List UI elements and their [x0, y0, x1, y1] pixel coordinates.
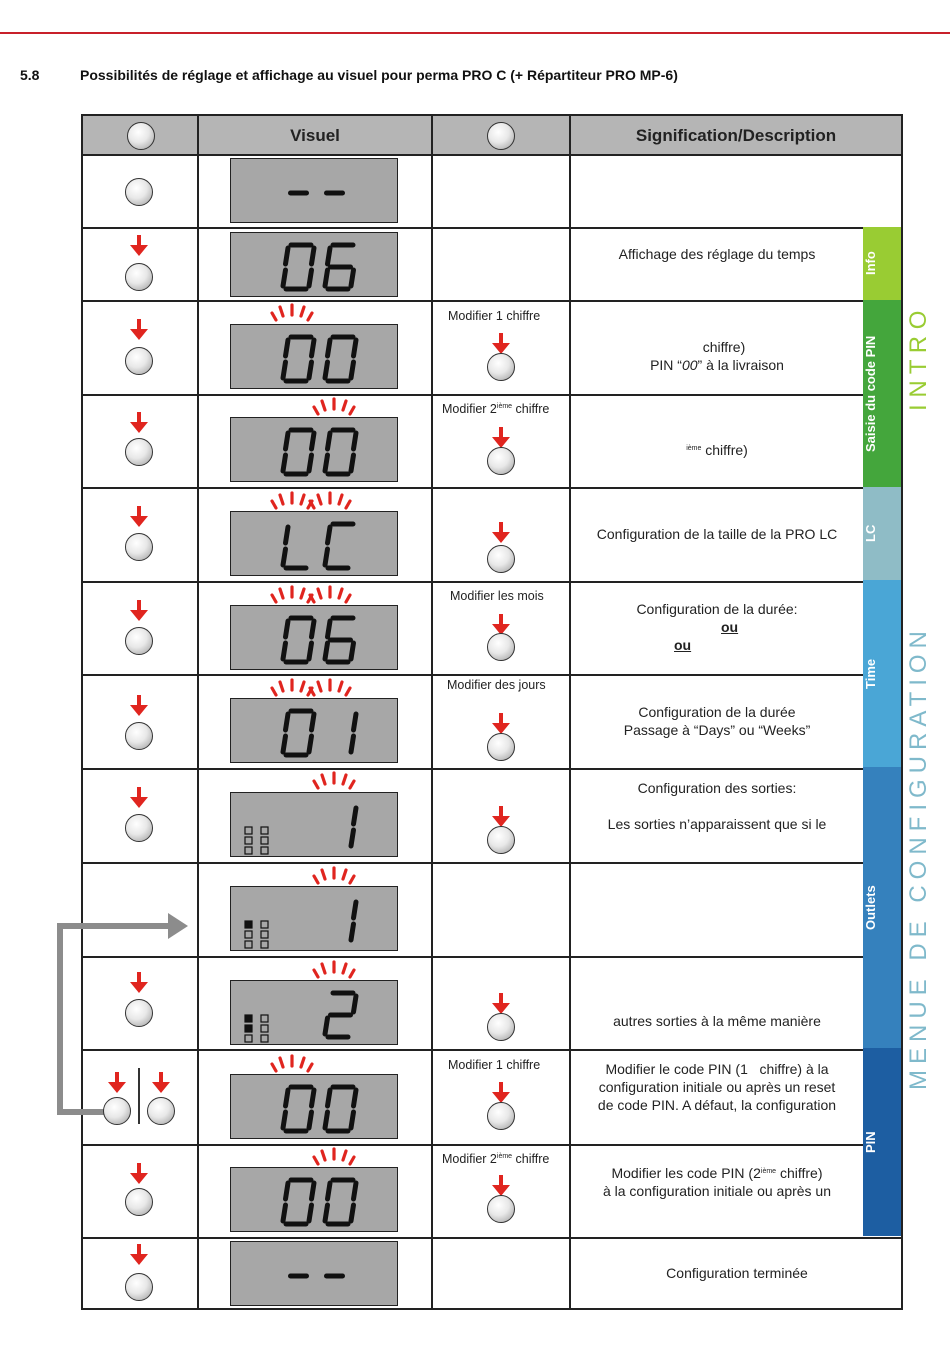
lcd-glyphs	[231, 1168, 399, 1233]
outlet-indicator	[261, 827, 268, 834]
lcd-display	[230, 605, 398, 670]
lcd-segment	[312, 433, 315, 449]
description-text: Configuration de la taille de la PRO LC	[596, 526, 838, 542]
row-divider	[83, 394, 863, 396]
lcd-segment	[354, 714, 357, 730]
outlet-indicator	[261, 1035, 268, 1042]
header-description: Signification/Description	[635, 126, 837, 145]
button-icon	[125, 814, 153, 842]
lcd-display	[230, 698, 398, 763]
lcd-segment	[283, 736, 286, 752]
outlet-indicator	[245, 827, 252, 834]
flash-rays-icon	[312, 865, 356, 887]
description-text: $^{ième}$ chiffre)	[686, 442, 748, 458]
lcd-segment	[286, 1090, 289, 1106]
lcd-segment	[312, 621, 315, 637]
lcd-glyphs	[231, 887, 399, 952]
instruction-text: Modifier 1 chiffre	[448, 309, 541, 323]
row-divider	[83, 581, 901, 583]
column-divider	[197, 116, 199, 1308]
lcd-display	[230, 324, 398, 389]
lcd-segment	[283, 1112, 286, 1128]
flash-rays-icon	[312, 959, 356, 981]
arrow-down-icon	[492, 1082, 510, 1104]
instruction-text: Modifier 2ième chiffre	[442, 402, 550, 416]
button-icon	[487, 545, 515, 573]
lcd-display	[230, 417, 398, 482]
row-divider	[83, 768, 901, 770]
lcd-segment	[328, 433, 331, 449]
intro-side-label: I N T R O	[905, 310, 932, 412]
description-text: Configuration terminée	[666, 1265, 808, 1281]
button-icon	[125, 438, 153, 466]
arrow-down-icon	[152, 1072, 170, 1094]
outlet-indicator	[245, 1025, 252, 1032]
lcd-display	[230, 886, 398, 951]
lcd-segment	[283, 549, 286, 565]
column-divider	[431, 116, 433, 1308]
outlet-indicator	[245, 837, 252, 844]
lcd-segment	[283, 455, 286, 471]
button-icon	[125, 999, 153, 1027]
button-icon	[125, 263, 153, 291]
instruction-text: Modifier 2ième chiffre	[442, 1152, 550, 1166]
lcd-segment	[309, 736, 312, 752]
separator	[138, 1068, 140, 1124]
description-text: autres sorties à la même manière	[613, 1013, 821, 1029]
lcd-segment	[283, 270, 286, 286]
button-icon	[487, 633, 515, 661]
description-text: Modifier le code PIN (1 chiffre) à la configuration initiale ou après un reset de code PIN. A défaut, la configuration	[597, 1061, 837, 1113]
lcd-segment	[309, 455, 312, 471]
lcd-segment	[309, 270, 312, 286]
flash-rays-icon	[312, 1146, 356, 1168]
lcd-segment	[354, 340, 357, 356]
lcd-segment	[312, 1090, 315, 1106]
arrow-down-icon	[130, 506, 148, 528]
lcd-segment	[286, 248, 289, 264]
lcd-glyphs	[231, 981, 399, 1046]
button-icon	[125, 178, 153, 206]
lcd-segment	[286, 340, 289, 356]
description-text: Configuration de la durée Passage à “Days” ou “Weeks”	[623, 704, 811, 738]
header-visual: Visuel	[290, 126, 340, 145]
lcd-glyphs	[231, 233, 399, 298]
outlet-indicator	[261, 847, 268, 854]
lcd-segment	[309, 1112, 312, 1128]
button-icon	[125, 627, 153, 655]
lcd-segment	[351, 270, 354, 286]
lcd-segment	[286, 714, 289, 730]
band-lc-label: LC	[863, 524, 878, 543]
outlet-indicator	[245, 941, 252, 948]
button-icon	[103, 1097, 131, 1125]
outlet-indicator	[245, 1015, 252, 1022]
row-divider	[83, 862, 863, 864]
arrow-down-icon	[130, 412, 148, 434]
flash-rays-icon	[308, 490, 352, 512]
arrow-down-icon	[130, 972, 148, 994]
arrow-down-icon	[108, 1072, 126, 1094]
lcd-segment	[325, 549, 328, 565]
lcd-segment	[286, 527, 289, 543]
lcd-segment	[312, 714, 315, 730]
lcd-segment	[354, 1183, 357, 1199]
header-button-icon	[127, 122, 155, 150]
row-divider	[83, 1144, 863, 1146]
arrow-down-icon	[130, 235, 148, 257]
instruction-text: Modifier 1 chiffre	[448, 1058, 541, 1072]
band-info-label: Info	[863, 251, 878, 276]
lcd-segment	[354, 902, 357, 918]
lcd-glyphs	[231, 159, 399, 224]
description-text: chiffre) PIN “00” à la livraison	[650, 339, 784, 373]
row-divider	[83, 674, 863, 676]
outlet-indicator	[245, 847, 252, 854]
lcd-segment	[286, 433, 289, 449]
description-text: Modifier les code PIN (2ième chiffre) à la configuration initiale ou après un	[602, 1165, 832, 1199]
band-pin-entry-label: Saisie du code PIN	[863, 335, 878, 452]
row-divider	[83, 1237, 901, 1239]
lcd-segment	[325, 1018, 328, 1034]
band-time	[863, 580, 901, 767]
lcd-segment	[286, 621, 289, 637]
outlet-indicator	[261, 1015, 268, 1022]
arrow-down-icon	[130, 695, 148, 717]
description-text: Configuration de la durée: ou ou	[636, 601, 798, 653]
lcd-glyphs	[231, 418, 399, 483]
button-icon	[487, 1013, 515, 1041]
lcd-segment	[328, 621, 331, 637]
button-icon	[487, 1102, 515, 1130]
band-outlets	[863, 767, 901, 1048]
lcd-segment	[354, 1090, 357, 1106]
band-pin-entry	[863, 300, 901, 487]
lcd-segment	[351, 736, 354, 752]
lcd-segment	[354, 433, 357, 449]
outlet-indicator	[261, 837, 268, 844]
outlet-indicator	[261, 941, 268, 948]
lcd-glyphs	[231, 325, 399, 390]
band-lc	[863, 487, 901, 580]
lcd-display	[230, 511, 398, 576]
lcd-glyphs	[231, 1242, 399, 1307]
arrow-down-icon	[492, 713, 510, 735]
row-divider	[83, 300, 863, 302]
lcd-segment	[325, 1205, 328, 1221]
button-icon	[487, 1195, 515, 1223]
band-pin	[863, 1048, 901, 1236]
arrow-down-icon	[130, 600, 148, 622]
lcd-segment	[325, 362, 328, 378]
lcd-segment	[309, 362, 312, 378]
lcd-segment	[328, 1183, 331, 1199]
button-icon	[487, 733, 515, 761]
row-divider	[83, 227, 901, 229]
arrow-down-icon	[492, 1175, 510, 1197]
outlet-indicator	[261, 1025, 268, 1032]
lcd-segment	[328, 248, 331, 264]
lcd-segment	[325, 1112, 328, 1128]
band-info	[863, 227, 901, 300]
outlet-indicator	[261, 921, 268, 928]
flash-rays-icon	[312, 396, 356, 418]
lcd-segment	[328, 1090, 331, 1106]
lcd-segment	[312, 248, 315, 264]
description-text: Configuration des sorties: Les sorties n’apparaissent que si le	[607, 780, 827, 832]
lcd-segment	[351, 830, 354, 846]
lcd-segment	[354, 808, 357, 824]
instruction-text: Modifier les mois	[450, 589, 544, 603]
flash-rays-icon	[308, 677, 352, 699]
lcd-display	[230, 1074, 398, 1139]
instruction-text: Modifier des jours	[447, 678, 546, 692]
button-icon	[125, 1273, 153, 1301]
flash-rays-icon	[312, 770, 356, 792]
band-pin-label: PIN	[863, 1131, 878, 1153]
outlet-indicator	[245, 1035, 252, 1042]
button-icon	[487, 447, 515, 475]
column-divider	[569, 116, 571, 1308]
lcd-glyphs	[231, 793, 399, 858]
button-icon	[487, 353, 515, 381]
outlet-indicator	[245, 921, 252, 928]
arrow-down-icon	[130, 787, 148, 809]
button-icon	[487, 826, 515, 854]
arrow-down-icon	[130, 1163, 148, 1185]
section-number: 5.8	[20, 67, 40, 83]
lcd-display	[230, 158, 398, 223]
outlet-indicator	[261, 931, 268, 938]
lcd-segment	[351, 362, 354, 378]
lcd-segment	[328, 527, 331, 543]
band-time-label: Time	[863, 658, 878, 689]
arrow-down-icon	[130, 1244, 148, 1266]
lcd-segment	[351, 643, 354, 659]
lcd-segment	[283, 643, 286, 659]
lcd-glyphs	[231, 1075, 399, 1140]
lcd-segment	[328, 340, 331, 356]
section-title: Possibilités de réglage et affichage au visuel pour perma PRO C (+ Répartiteur PRO MP-6)	[80, 67, 678, 83]
lcd-segment	[283, 362, 286, 378]
lcd-display	[230, 232, 398, 297]
band-outlets-label: Outlets	[863, 885, 878, 930]
flash-rays-icon	[270, 302, 314, 324]
lcd-display	[230, 1167, 398, 1232]
lcd-segment	[309, 1205, 312, 1221]
button-icon	[147, 1097, 175, 1125]
lcd-segment	[283, 1205, 286, 1221]
lcd-glyphs	[231, 512, 399, 577]
button-icon	[125, 722, 153, 750]
lcd-segment	[351, 1205, 354, 1221]
lcd-segment	[351, 1112, 354, 1128]
outlet-indicator	[245, 931, 252, 938]
arrow-down-icon	[492, 522, 510, 544]
button-icon	[125, 347, 153, 375]
lcd-segment	[325, 455, 328, 471]
arrow-down-icon	[492, 333, 510, 355]
lcd-segment	[354, 996, 357, 1012]
row-divider	[83, 487, 901, 489]
lcd-segment	[325, 270, 328, 286]
menu-side-label: MENUE DE CONFIGURATION	[905, 625, 932, 1091]
lcd-glyphs	[231, 699, 399, 764]
row-divider	[83, 1049, 901, 1051]
lcd-display	[230, 792, 398, 857]
lcd-glyphs	[231, 606, 399, 671]
arrow-down-icon	[492, 427, 510, 449]
lcd-segment	[309, 643, 312, 659]
lcd-segment	[286, 1183, 289, 1199]
header-rule	[0, 32, 950, 34]
lcd-segment	[312, 340, 315, 356]
row-divider	[83, 956, 863, 958]
lcd-segment	[325, 643, 328, 659]
button-icon	[125, 533, 153, 561]
lcd-segment	[351, 924, 354, 940]
arrow-down-icon	[492, 993, 510, 1015]
lcd-display	[230, 980, 398, 1045]
arrow-down-icon	[130, 319, 148, 341]
lcd-segment	[312, 1183, 315, 1199]
button-icon	[125, 1188, 153, 1216]
flash-rays-icon	[308, 584, 352, 606]
flash-rays-icon	[270, 1053, 314, 1075]
lcd-display	[230, 1241, 398, 1306]
arrow-down-icon	[492, 806, 510, 828]
header-button-icon	[487, 122, 515, 150]
description-text: Affichage des réglage du temps	[618, 246, 816, 262]
lcd-segment	[351, 455, 354, 471]
